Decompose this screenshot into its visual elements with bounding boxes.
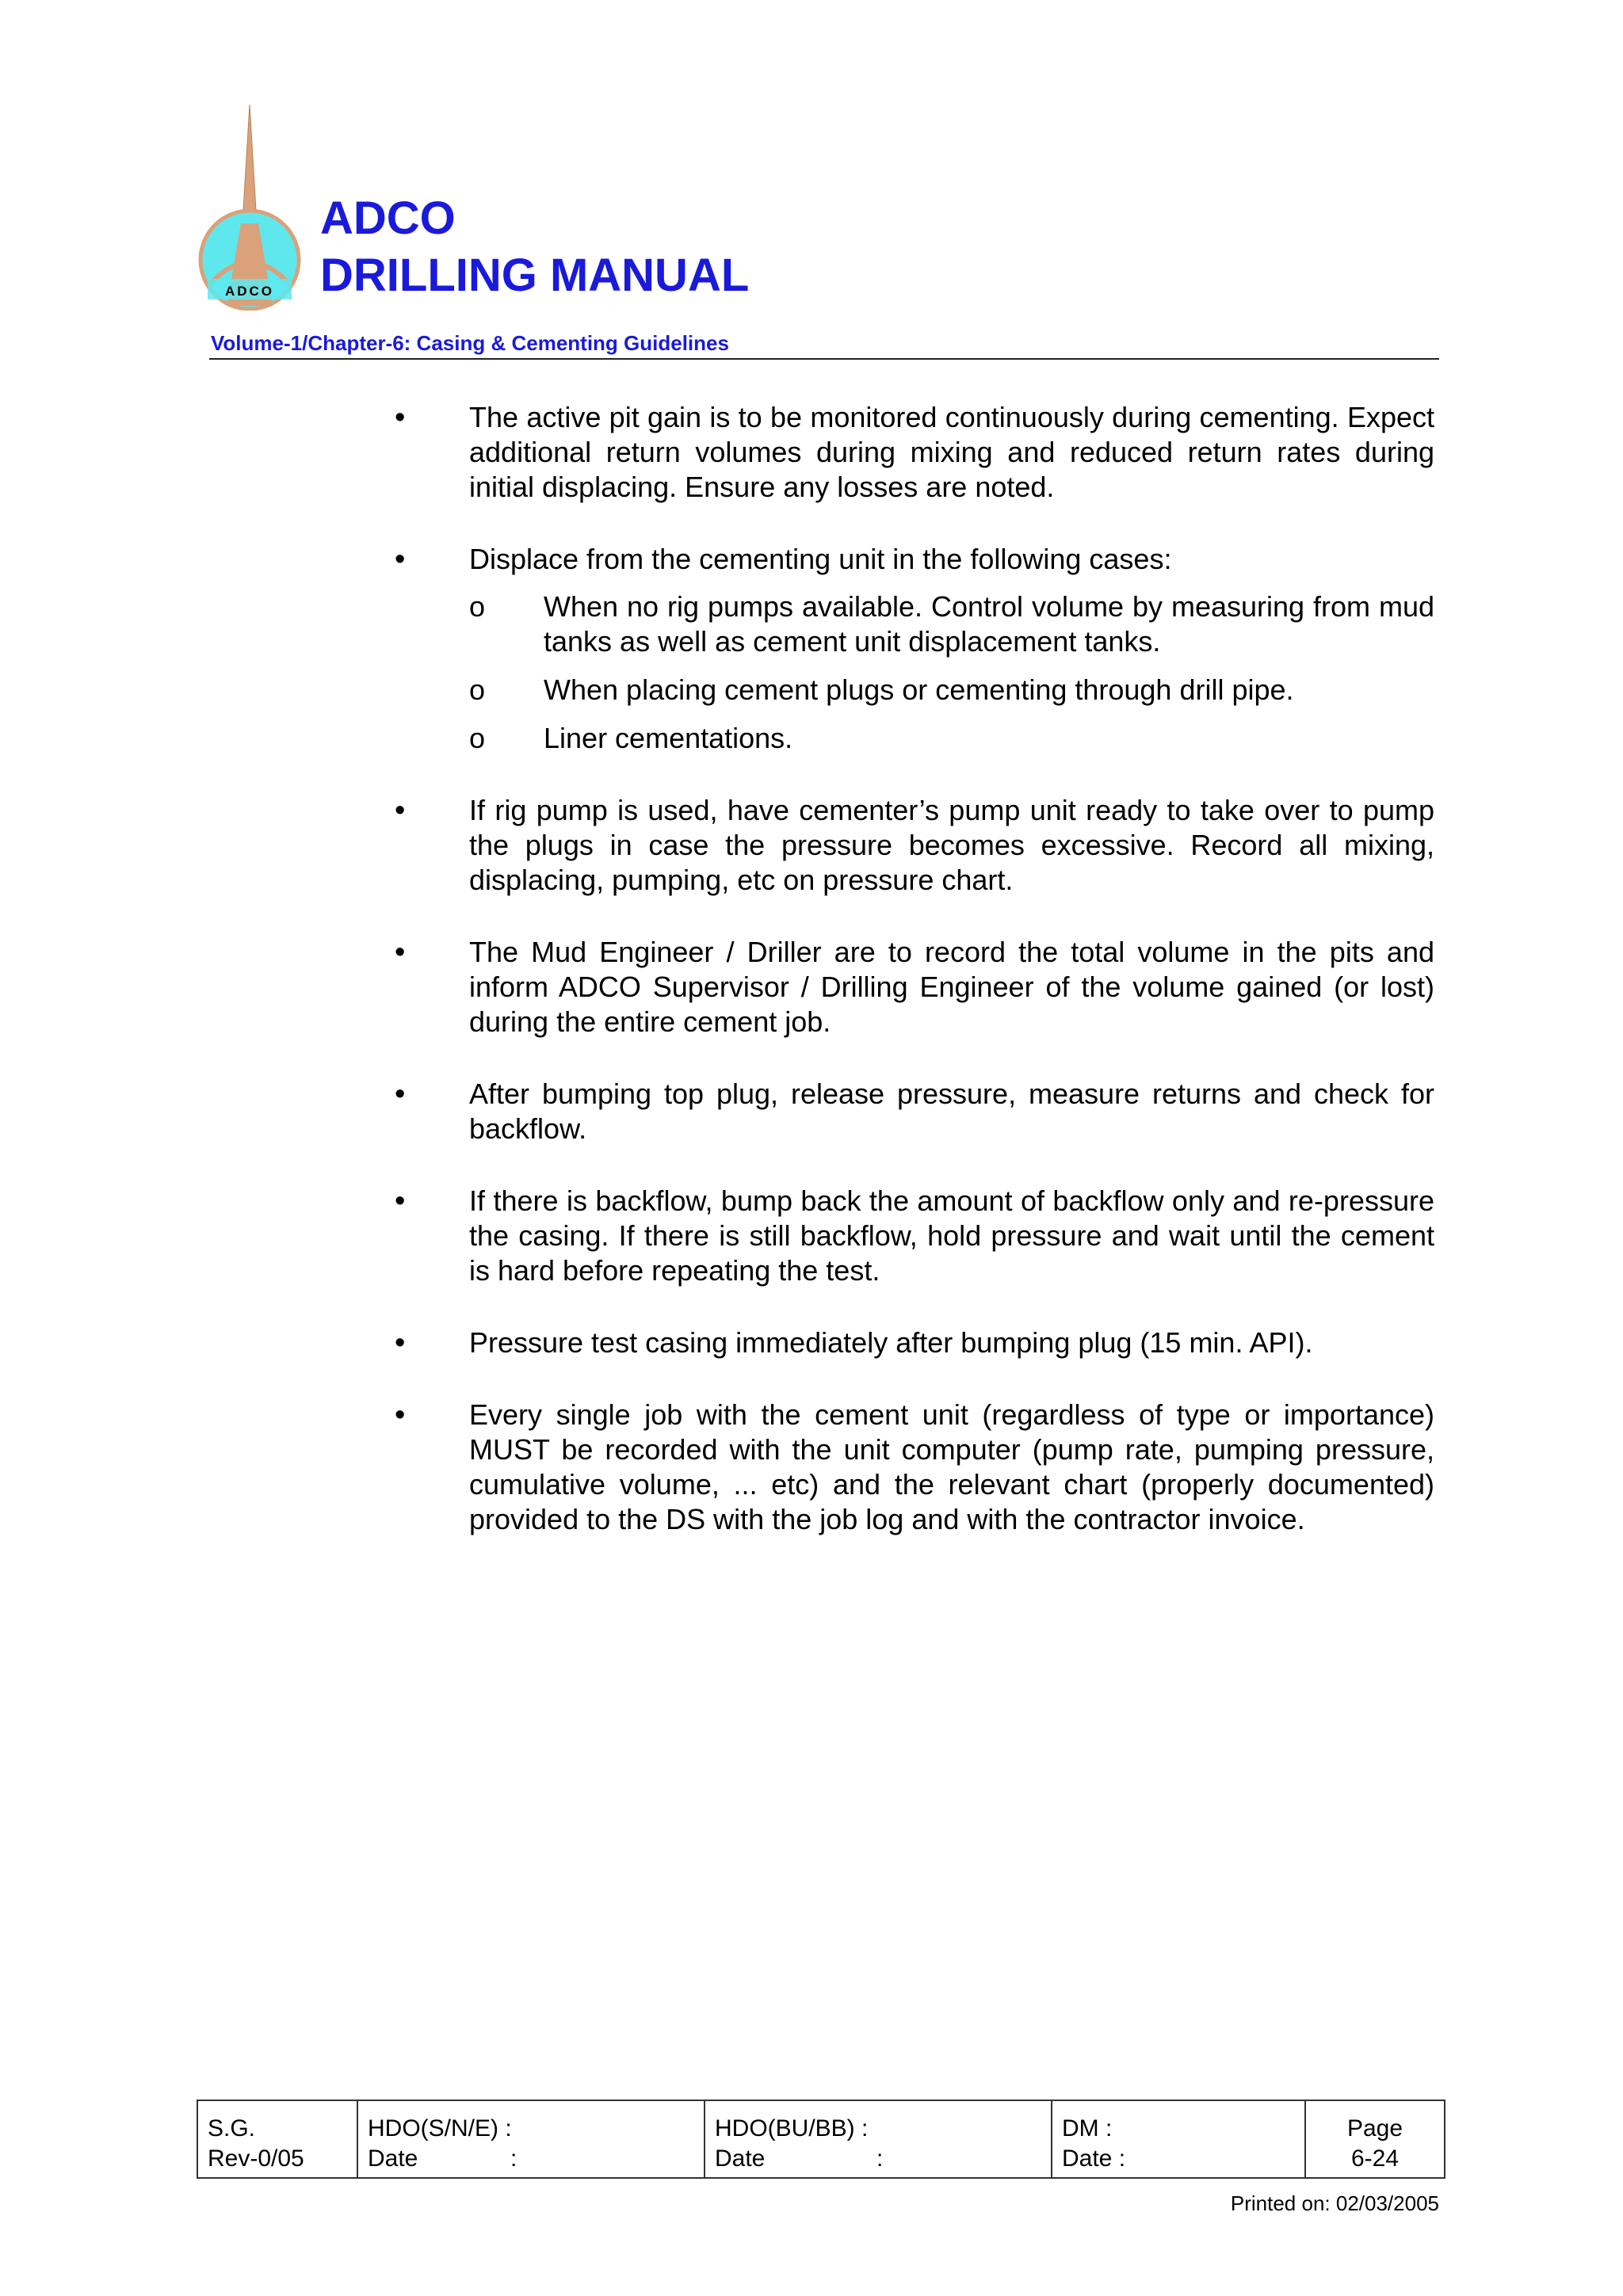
footer-cell-dm <box>1052 2100 1305 2178</box>
list-item-text: Pressure test casing immediately after bumping plug (15 min. API). <box>469 1326 1313 1359</box>
bullet-list <box>380 400 1434 1574</box>
sub-list-item <box>380 721 1434 756</box>
page-label: Page <box>1346 2115 1403 2142</box>
sub-bullet-icon: o <box>469 590 486 623</box>
brand-title-line2: DRILLING MANUAL <box>320 250 750 301</box>
sub-list-item-text: When placing cement plugs or cementing through drill pipe. <box>544 673 1294 706</box>
list-item <box>380 1184 1434 1288</box>
hdo-sne-label: HDO(S/N/E) : <box>368 2115 512 2142</box>
list-item <box>380 1325 1434 1360</box>
bullet-icon: • <box>395 1184 406 1218</box>
sub-bullet-icon: o <box>469 673 486 706</box>
footer-cell-page <box>1305 2100 1445 2178</box>
sub-list-item-text: Liner cementations. <box>544 722 793 754</box>
brand-title <box>320 190 749 304</box>
date-colon: : <box>876 2145 884 2172</box>
list-item-text: After bumping top plug, release pressure, measure returns and check for backflow. <box>469 1077 1434 1145</box>
list-item-text: Every single job with the cement unit (regardless of type or importance) MUST be recorded with the unit computer (pump rate, pumping pressure, cumulative volume, ... etc) and the relevant chart (properly documented) provided to the DS with the job log and with the contractor invoice. <box>469 1398 1434 1535</box>
dm-date-label: Date : <box>1062 2145 1126 2172</box>
sub-bullet-icon: o <box>469 722 486 754</box>
header-divider <box>209 358 1439 360</box>
page-number: 6-24 <box>1350 2145 1400 2172</box>
list-item <box>380 542 1434 756</box>
list-item <box>380 400 1434 505</box>
date-label: Date <box>368 2145 418 2172</box>
date-label: Date <box>715 2145 766 2172</box>
logo-text: ADCO <box>224 284 275 299</box>
approval-footer-table <box>197 2100 1445 2179</box>
footer-cell-sg <box>197 2100 357 2178</box>
hdo-bubb-label: HDO(BU/BB) : <box>715 2115 869 2142</box>
bullet-icon: • <box>395 1077 406 1111</box>
hdo-sne-date-row <box>368 2144 694 2174</box>
list-item-text: If rig pump is used, have cementer’s pump unit ready to take over to pump the plugs in case the pressure becomes excessive. Record all mixing, displacing, pumping, etc on pressure chart. <box>469 794 1434 896</box>
list-item-text: The Mud Engineer / Driller are to record the total volume in the pits and inform ADCO Supervisor / Drilling Engineer of the volume gained (or lost) during the entire cement job. <box>469 936 1434 1038</box>
bullet-icon: • <box>395 1398 406 1432</box>
bullet-icon: • <box>395 794 406 827</box>
date-colon: : <box>510 2145 517 2172</box>
list-item <box>380 1077 1434 1146</box>
printed-date: Printed on: 02/03/2005 <box>1230 2191 1439 2215</box>
bullet-icon: • <box>395 401 406 434</box>
adco-logo <box>197 105 303 311</box>
sub-list-item <box>380 673 1434 707</box>
bullet-icon: • <box>395 936 406 969</box>
brand-title-line1: ADCO <box>320 193 456 244</box>
hdo-bubb-date-row <box>715 2144 1041 2174</box>
sub-list-item <box>380 589 1434 659</box>
bullet-icon: • <box>395 1326 406 1360</box>
chapter-subtitle: Volume-1/Chapter-6: Casing & Cementing Guidelines <box>211 331 729 355</box>
sub-list <box>469 589 1434 756</box>
sub-list-item-text: When no rig pumps available. Control volume by measuring from mud tanks as well as cement unit displacement tanks. <box>544 590 1434 658</box>
footer-cell-hdo-sne <box>357 2100 705 2178</box>
list-item <box>380 935 1434 1039</box>
list-item <box>380 793 1434 898</box>
sg-label: S.G. <box>208 2115 256 2142</box>
list-item-text: If there is backflow, bump back the amount of backflow only and re-pressure the casing. If there is still backflow, hold pressure and wait until the cement is hard before repeating the test. <box>469 1184 1434 1287</box>
bullet-icon: • <box>395 543 406 576</box>
list-item-text: Displace from the cementing unit in the following cases: <box>469 543 1172 575</box>
list-item <box>380 1398 1434 1537</box>
revision-label: Rev-0/05 <box>208 2145 304 2172</box>
dm-label: DM : <box>1062 2115 1113 2142</box>
footer-cell-hdo-bubb <box>705 2100 1052 2178</box>
footer-row <box>197 2100 1445 2178</box>
list-item-text: The active pit gain is to be monitored continuously during cementing. Expect additional return volumes during mixing and reduced return rates during initial displacing. Ensure any losses are noted. <box>469 401 1434 503</box>
